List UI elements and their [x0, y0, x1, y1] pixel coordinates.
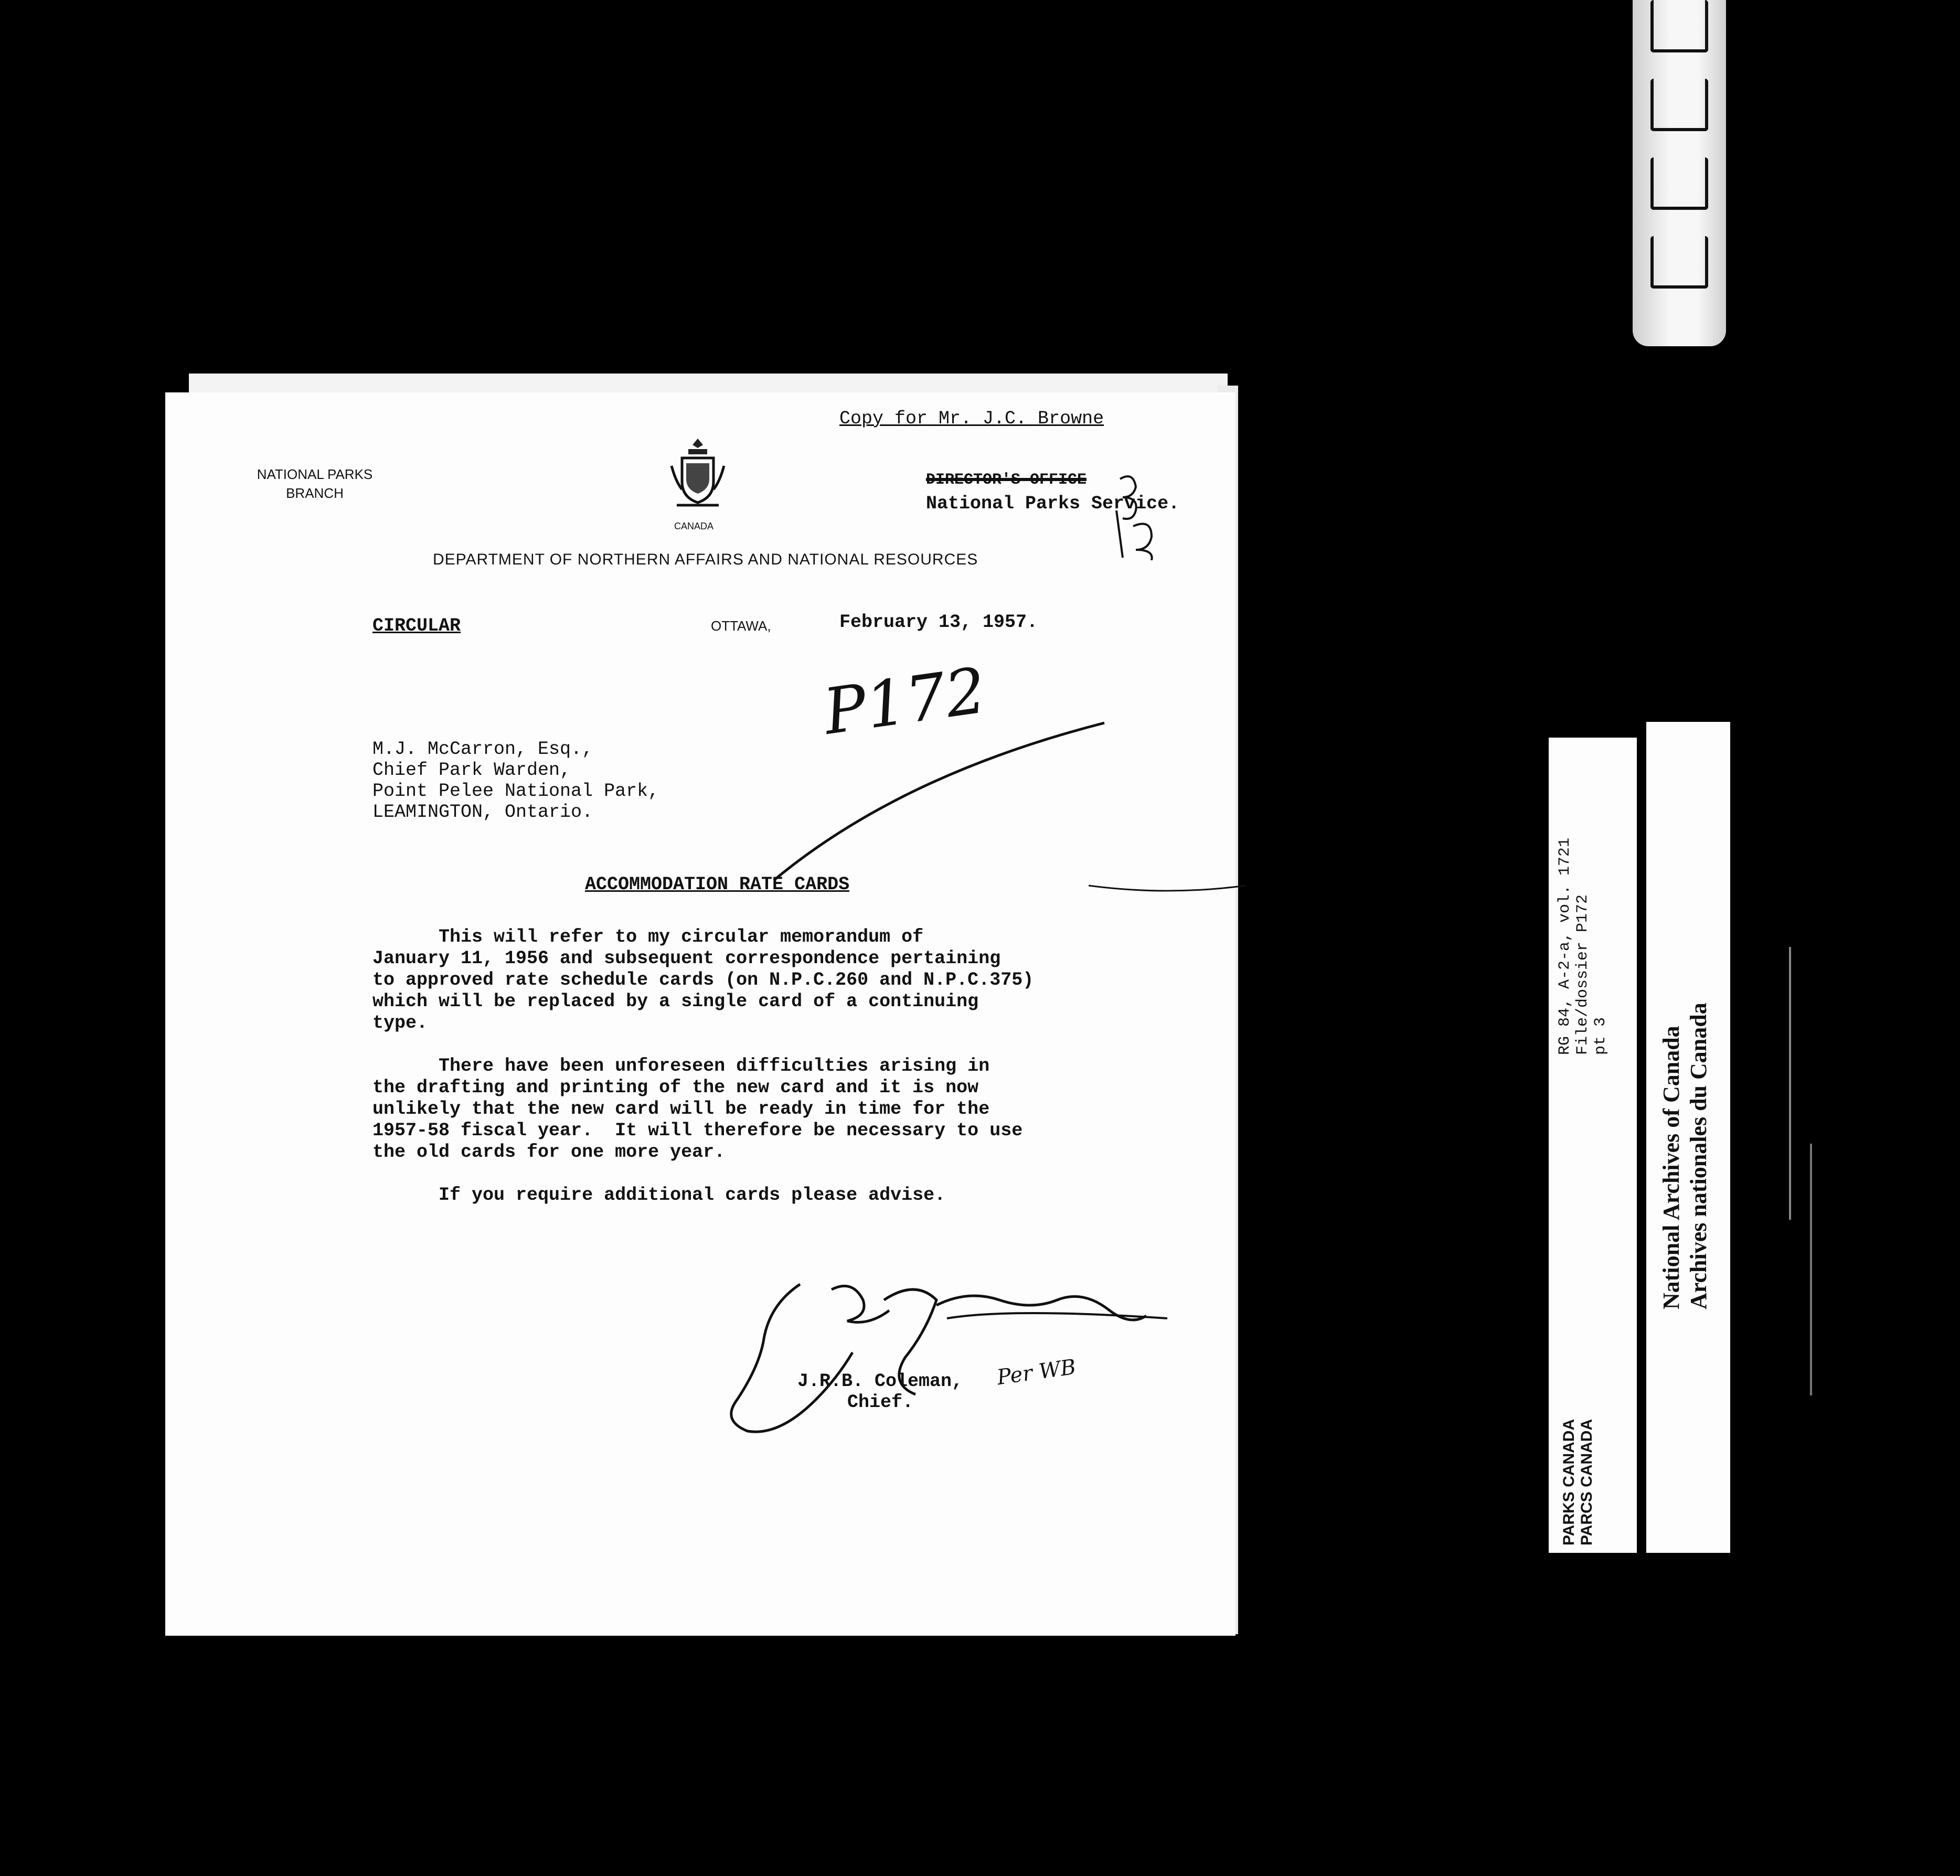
film-frame-mark — [1650, 0, 1708, 52]
agency-block — [1560, 1419, 1596, 1545]
letter-body — [372, 926, 1034, 1206]
archive-slip-label — [1646, 722, 1730, 1553]
sheet-underlay — [189, 374, 1228, 395]
branch-label: NATIONAL PARKS BRANCH — [257, 466, 373, 501]
recipient-block — [372, 739, 659, 823]
archive-part: pt 3 — [1592, 1017, 1610, 1055]
crest-label: CANADA — [674, 521, 714, 531]
recipient-line: LEAMINGTON, Ontario. — [372, 802, 593, 823]
archives-name-en: National Archives of Canada — [1658, 1026, 1684, 1309]
body-line: to approved rate schedule cards (on N.P.C.260 and N.P.C.375) — [372, 969, 1034, 990]
crossed-out-line: DIRECTOR'S OFFICE — [926, 471, 1087, 489]
department-heading: DEPARTMENT OF NORTHERN AFFAIRS AND NATIONAL RESOURCES — [433, 551, 978, 568]
body-line: January 11, 1956 and subsequent correspondence pertaining — [372, 948, 1001, 969]
paragraph — [372, 1056, 1034, 1163]
film-scratch — [1810, 1144, 1812, 1395]
handwritten-file-ref: P172 — [819, 654, 990, 749]
handwritten-initials — [1102, 468, 1175, 560]
body-line: There have been unforeseen difficulties arising in — [372, 1056, 990, 1076]
paragraph — [372, 926, 1034, 1034]
body-line: unlikely that the new card will be ready in time for the — [372, 1099, 990, 1120]
film-frame-mark — [1650, 79, 1708, 131]
film-frame-mark — [1650, 157, 1708, 210]
per-note: Per WB — [995, 1355, 1078, 1390]
body-line: which will be replaced by a single card of a continuing — [372, 991, 979, 1012]
recipient-line: Point Pelee National Park, — [372, 781, 659, 802]
recipient-line: M.J. McCarron, Esq., — [372, 739, 593, 760]
letter-sheet — [165, 392, 1235, 1636]
body-line: the old cards for one more year. — [372, 1142, 726, 1163]
place-label: OTTAWA, — [711, 618, 771, 634]
subject-heading: ACCOMMODATION RATE CARDS — [585, 874, 850, 895]
archive-slip-reference — [1549, 738, 1637, 1553]
pencil-stroke — [769, 712, 1251, 901]
body-line: 1957-58 fiscal year. It will therefore be necessary to use — [372, 1120, 1023, 1141]
signature-title: Chief. — [847, 1392, 914, 1413]
canada-crest-icon — [666, 434, 729, 513]
archive-file: File/dossier P172 — [1574, 894, 1592, 1055]
film-frame-mark — [1650, 236, 1708, 289]
service-line: National Parks Service. — [926, 493, 1180, 514]
archive-reference: RG 84, A-2-a, vol. 1721 — [1556, 837, 1574, 1055]
body-line: type. — [372, 1012, 428, 1033]
archive-reference-block — [1556, 838, 1610, 1055]
signature-scrawl — [716, 1269, 1188, 1436]
signature-name: J.R.B. Coleman, — [797, 1371, 963, 1392]
letter-date: February 13, 1957. — [839, 612, 1038, 633]
body-line: If you require additional cards please advise. — [372, 1185, 946, 1206]
archives-name-fr: Archives nationales du Canada — [1686, 1003, 1711, 1309]
agency-fr: PARCS CANADA — [1578, 1419, 1595, 1545]
body-line: This will refer to my circular memorandum of — [372, 926, 924, 947]
film-frame-strip — [1633, 0, 1726, 346]
paragraph — [372, 1185, 1034, 1206]
circular-label: CIRCULAR — [372, 615, 461, 636]
recipient-line: Chief Park Warden, — [372, 760, 571, 781]
body-line: the drafting and printing of the new card and it is now — [372, 1077, 979, 1098]
agency-en: PARKS CANADA — [1560, 1419, 1578, 1545]
archives-name-block — [1658, 1003, 1712, 1309]
film-scratch — [1789, 947, 1791, 1220]
copy-note: Copy for Mr. J.C. Browne — [839, 408, 1104, 429]
